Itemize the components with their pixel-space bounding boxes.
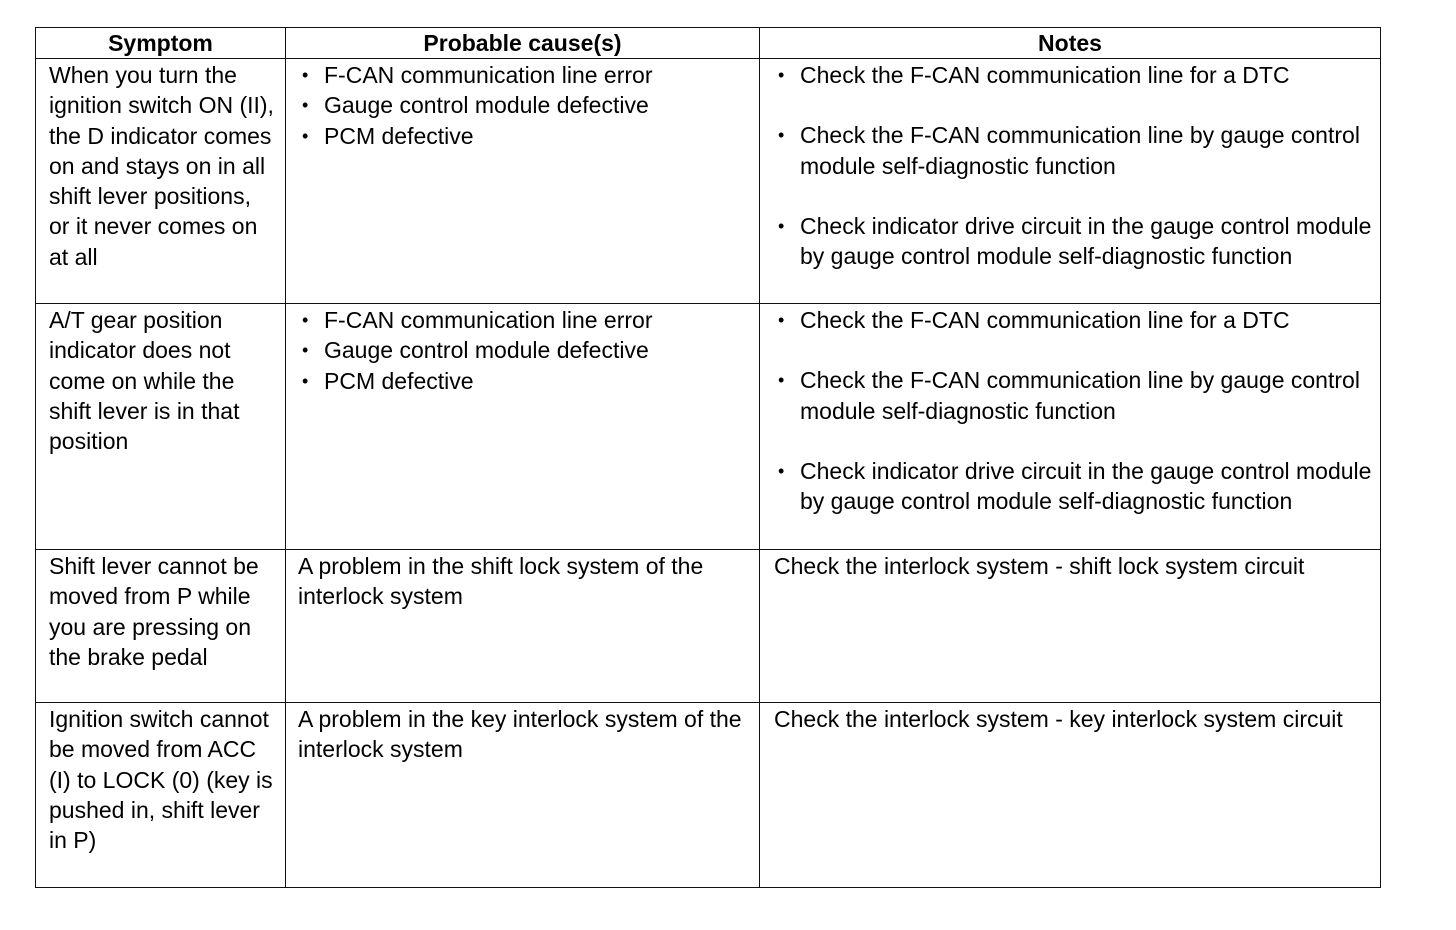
- bullet-icon: •: [302, 95, 309, 116]
- list-item: [298, 121, 751, 151]
- cause-text: Gauge control module defective: [324, 337, 649, 364]
- list-item: [298, 60, 751, 90]
- bullet-icon: •: [778, 125, 785, 146]
- list-item: [774, 60, 1372, 90]
- list-item: [774, 120, 1372, 181]
- note-text: Check indicator drive circuit in the gauge control module by gauge control module self-diagnostic function: [800, 457, 1372, 515]
- bullet-icon: •: [778, 370, 785, 391]
- cause-list: [298, 305, 751, 396]
- symptom-cell: A/T gear position indicator does not come on while the shift lever is in that position: [36, 304, 286, 550]
- cause-cell: A problem in the shift lock system of the interlock system: [286, 550, 760, 703]
- table-row: [36, 59, 1381, 304]
- bullet-icon: •: [302, 310, 309, 330]
- cause-header: Probable cause(s): [286, 28, 760, 59]
- bullet-icon: •: [302, 370, 309, 391]
- header-row: [36, 28, 1381, 59]
- list-item: [298, 305, 751, 335]
- cause-cell: [286, 304, 760, 550]
- symptom-cell: Ignition switch cannot be moved from ACC (I) to LOCK (0) (key is pushed in, shift lever in P): [36, 703, 286, 888]
- bullet-icon: •: [302, 340, 309, 361]
- note-text: Check the F-CAN communication line for a DTC: [800, 62, 1290, 88]
- notes-list: [774, 305, 1372, 516]
- symptom-cell: Shift lever cannot be moved from P while you are pressing on the brake pedal: [36, 550, 286, 703]
- cause-cell: [286, 59, 760, 304]
- notes-cell: Check the interlock system - shift lock system circuit: [760, 550, 1381, 703]
- bullet-icon: •: [302, 125, 309, 146]
- cause-list: [298, 60, 751, 151]
- list-item: [774, 365, 1372, 426]
- symptom-cell: When you turn the ignition switch ON (II), the D indicator comes on and stays on in all shift lever positions, or it never comes on at all: [36, 59, 286, 304]
- cause-text: F-CAN communication line error: [324, 307, 653, 333]
- cause-text: PCM defective: [324, 122, 474, 149]
- notes-cell: [760, 59, 1381, 304]
- notes-list: [774, 60, 1372, 271]
- cause-text: PCM defective: [324, 367, 474, 394]
- list-item: [774, 211, 1372, 272]
- cause-text: F-CAN communication line error: [324, 62, 653, 88]
- notes-cell: Check the interlock system - key interlock system circuit: [760, 703, 1381, 888]
- note-text: Check the F-CAN communication line for a DTC: [800, 307, 1290, 333]
- note-text: Check indicator drive circuit in the gauge control module by gauge control module self-diagnostic function: [800, 212, 1372, 270]
- table-row: [36, 550, 1381, 703]
- note-text: Check the F-CAN communication line by gauge control module self-diagnostic function: [800, 367, 1360, 424]
- bullet-icon: •: [778, 460, 785, 481]
- list-item: [298, 335, 751, 365]
- list-item: [774, 305, 1372, 335]
- notes-cell: [760, 304, 1381, 550]
- table-row: [36, 304, 1381, 550]
- bullet-icon: •: [778, 310, 785, 330]
- troubleshooting-table: [35, 27, 1381, 888]
- cause-cell: A problem in the key interlock system of the interlock system: [286, 703, 760, 888]
- list-item: [298, 90, 751, 120]
- cause-text: Gauge control module defective: [324, 92, 649, 119]
- notes-header: Notes: [760, 28, 1381, 59]
- list-item: [298, 366, 751, 396]
- symptom-header: Symptom: [36, 28, 286, 59]
- bullet-icon: •: [778, 215, 785, 236]
- list-item: [774, 456, 1372, 517]
- table-row: [36, 703, 1381, 888]
- note-text: Check the F-CAN communication line by gauge control module self-diagnostic function: [800, 122, 1360, 179]
- bullet-icon: •: [778, 65, 785, 85]
- bullet-icon: •: [302, 65, 309, 85]
